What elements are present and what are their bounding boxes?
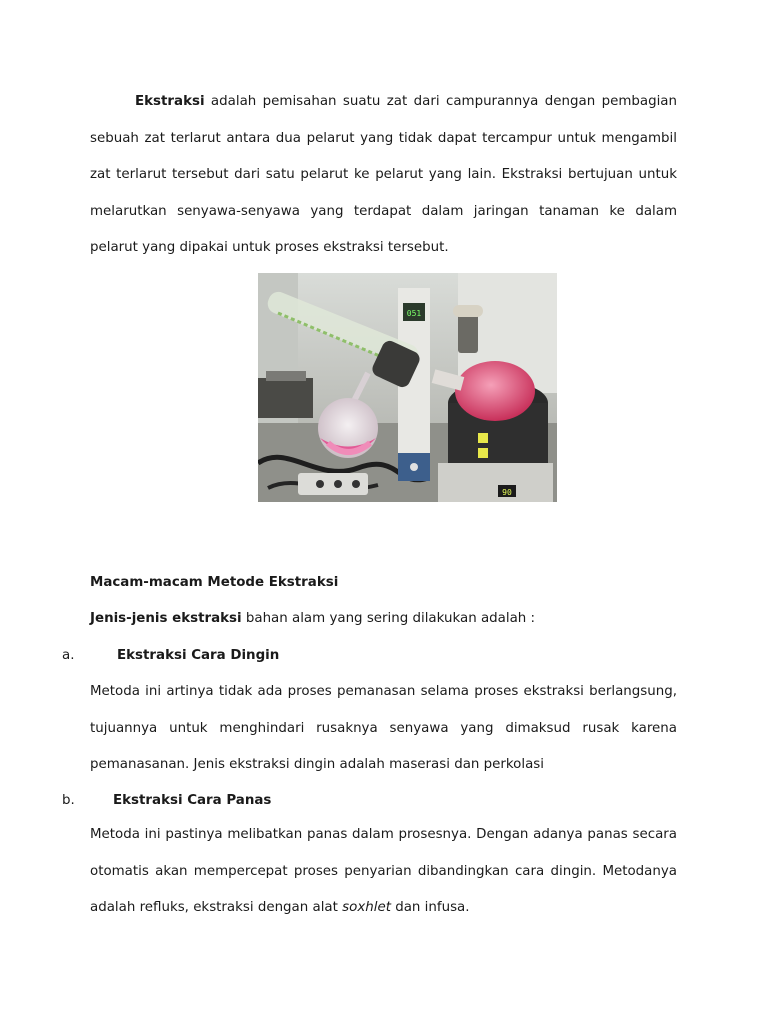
methods-lead (90, 611, 535, 626)
list-marker-a: a. (62, 648, 75, 663)
method-body-hot (90, 817, 677, 927)
methods-lead-text: bahan alam yang sering dilakukan adalah : (241, 611, 536, 626)
method-body-hot-end: dan infusa. (390, 900, 470, 915)
methods-lead-term: Jenis-jenis ekstraksi (90, 611, 242, 626)
intro-text: adalah pemisahan suatu zat dari campurannya dengan pembagian sebuah zat terlarut antara dua pelarut yang tidak dapat tercampur untuk mengambil zat terlarut tersebut dari satu pelarut ke pelarut yang lain. Ekstraksi bertujuan untuk melarutkan senyawa-senyawa yang terdapat dalam jaringan tanaman ke dalam pelarut yang dipakai untuk proses ekstraksi tersebut. (90, 94, 677, 255)
rotary-evaporator-photo (258, 273, 557, 502)
method-body-hot-text: Metoda ini pastinya melibatkan panas dalam prosesnya. Dengan adanya panas secara otomatis akan mempercepat proses penyarian dibandingkan cara dingin. Metodanya adalah refluks, ekstraksi dengan alat (90, 827, 677, 915)
bath-display-reading: 90 (502, 488, 512, 497)
method-title-hot: Ekstraksi Cara Panas (113, 793, 272, 808)
list-marker-b: b. (62, 793, 75, 808)
methods-heading: Macam-macam Metode Ekstraksi (90, 575, 339, 590)
apparatus-display-reading: 051 (406, 309, 422, 318)
method-body-cold: Metoda ini artinya tidak ada proses pemanasan selama proses ekstraksi berlangsung, tujuannya untuk menghindari rusaknya senyawa yang dimaksud rusak karena pemanasanan. Jenis ekstraksi dingin adalah maserasi dan perkolasi (90, 684, 677, 772)
method-title-cold: Ekstraksi Cara Dingin (117, 648, 280, 663)
intro-term: Ekstraksi (135, 94, 205, 109)
method-body-hot-italic: soxhlet (342, 900, 391, 915)
intro-paragraph (90, 84, 677, 267)
